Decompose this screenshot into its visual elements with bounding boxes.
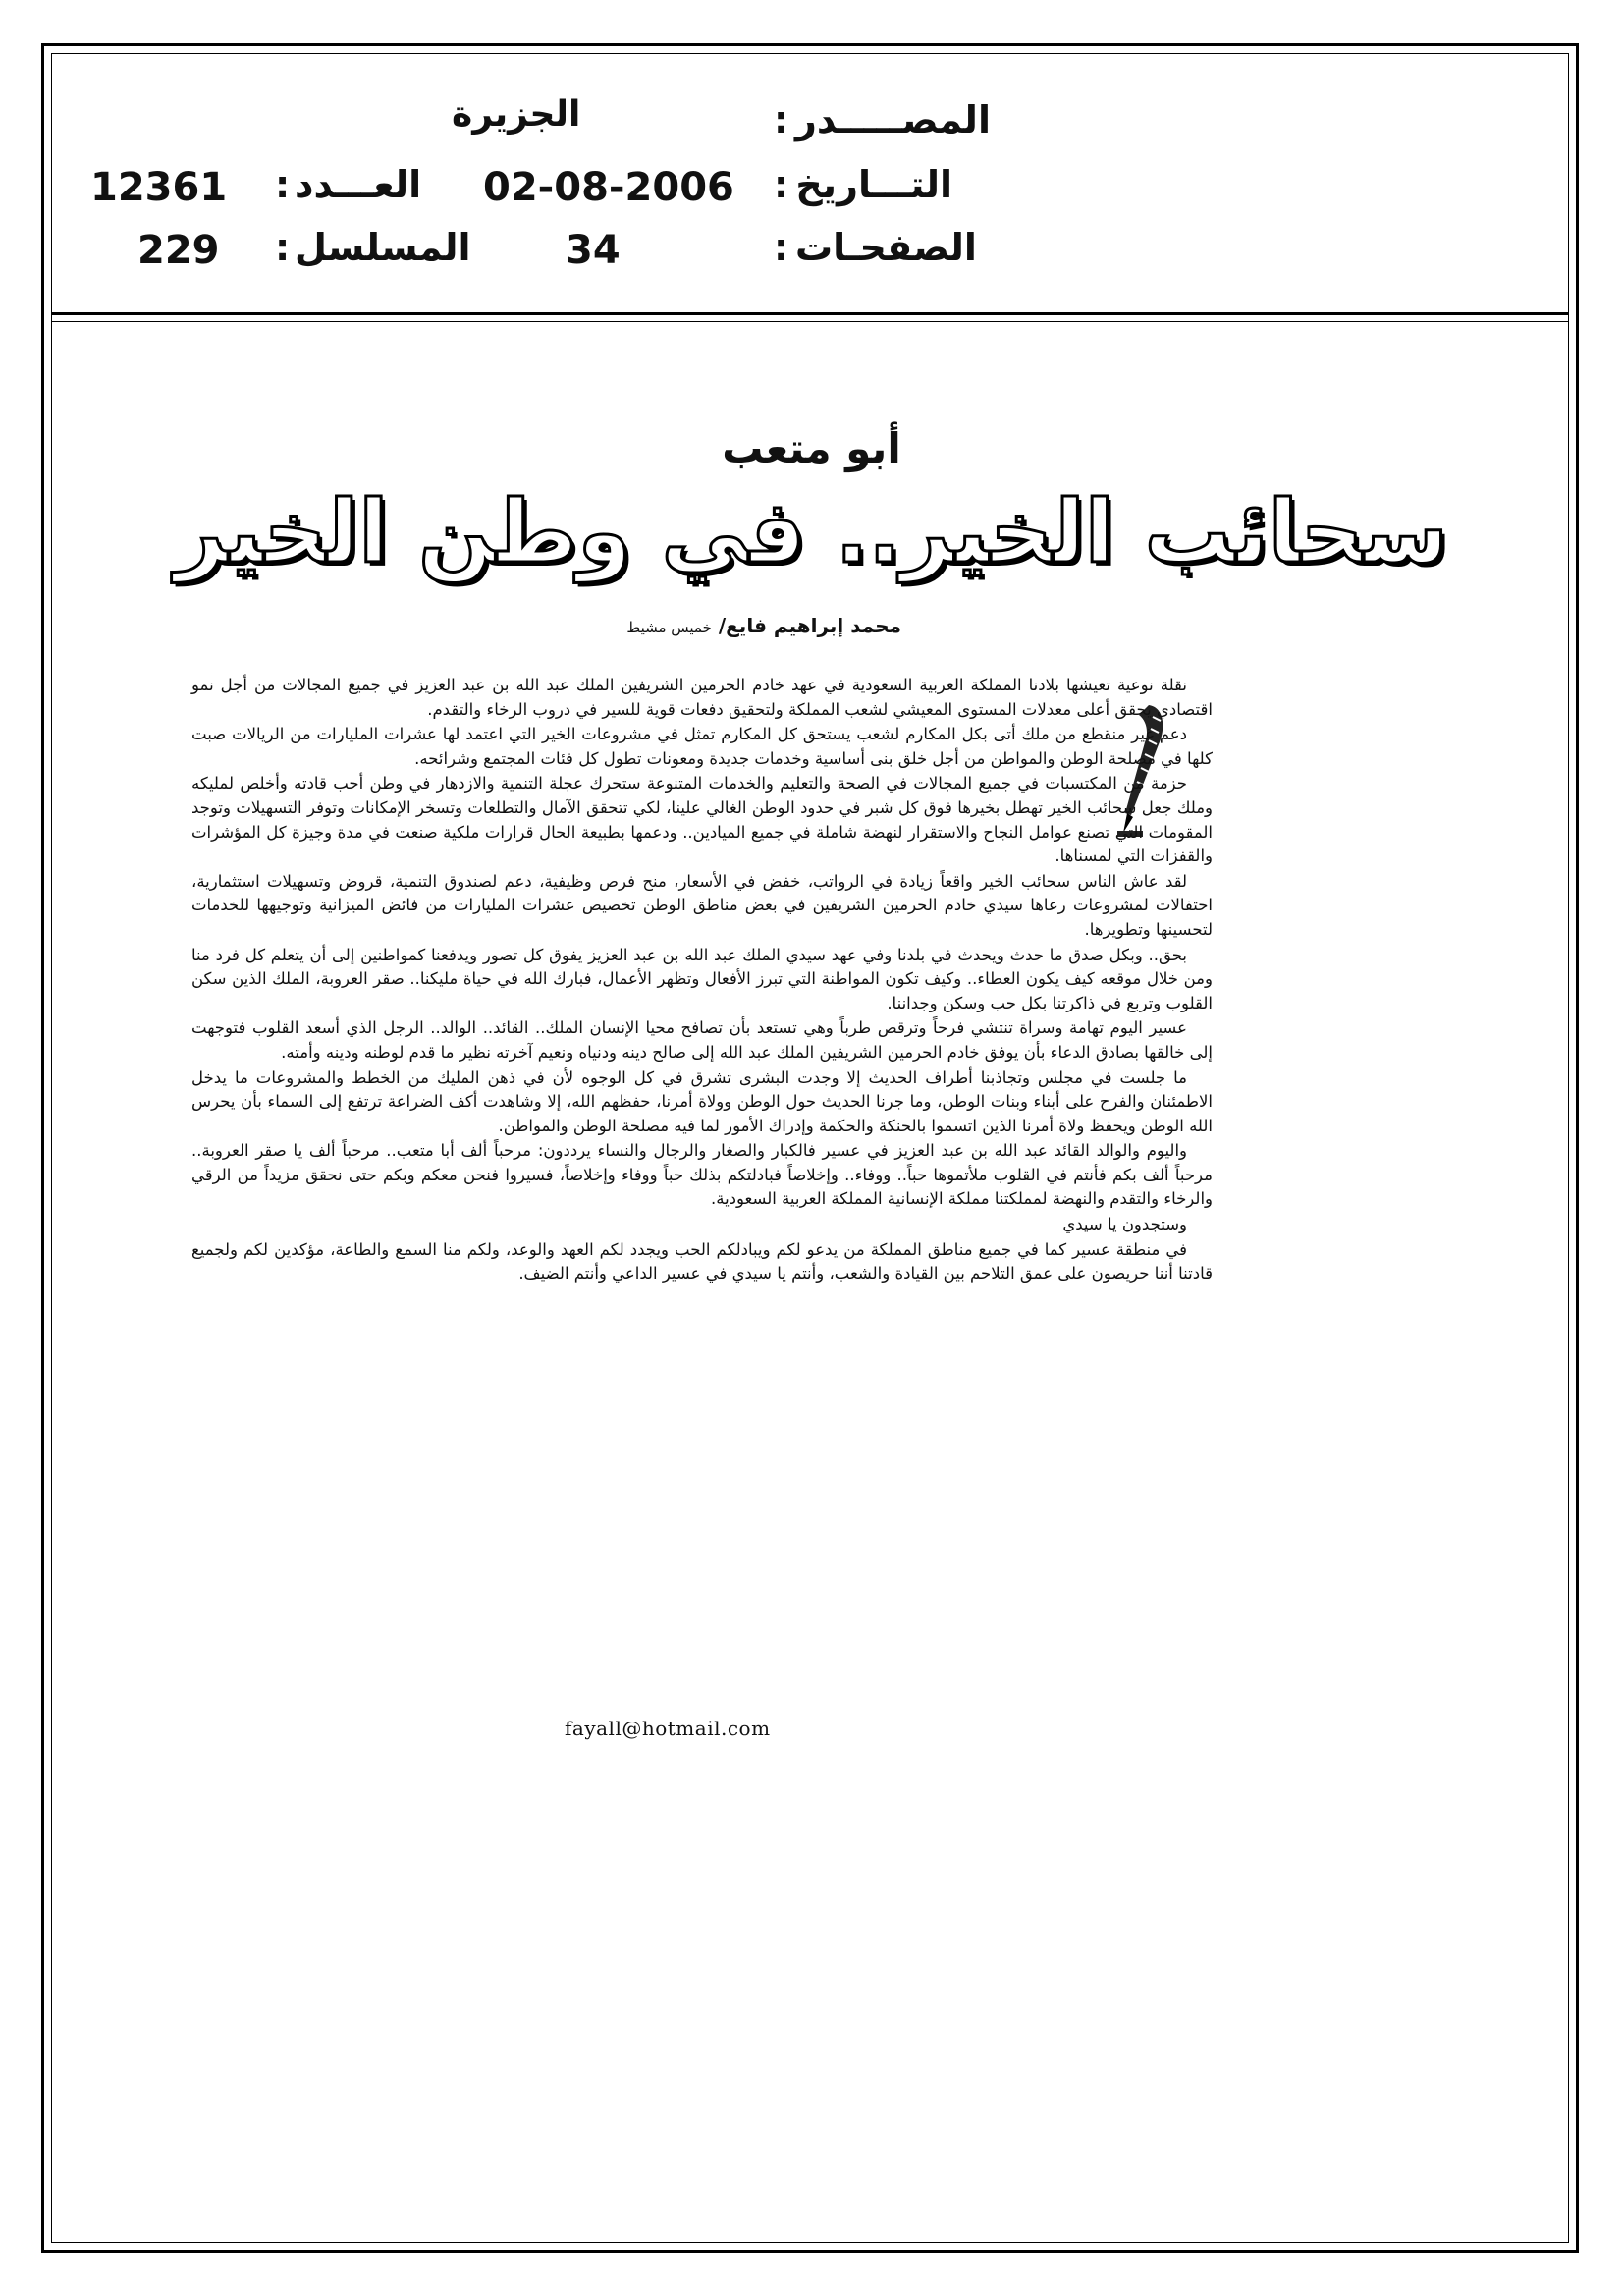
serial-value: 229 (137, 228, 220, 273)
colon: : (275, 226, 291, 269)
author-location: خميس مشيط (626, 619, 712, 636)
article-paragraph: في منطقة عسير كما في جميع مناطق المملكة من يدعو لكم ويبادلكم الحب ويجدد لكم العهد والوعد، ولكم منا السمع والطاعة، مؤكدين لكم ولجميع قادتنا أننا حريصون على عمق التلاحم بين القيادة والشعب، وأنتم يا سيدي في عسير الداعي وأنتم الضيف. (191, 1239, 1213, 1284)
article-paragraph: بحق.. وبكل صدق ما حدث ويحدث في بلدنا وفي عهد سيدي الملك عبد الله بن عبد العزيز يفوق كل تصور ويدفعنا كمواطنين إلى أن يتعلم كل فرد منا ومن خلال موقعه كيف يكون العطاء.. وكيف تكون المواطنة التي تبرز الأفعال وتظهر الأعمال، فبارك الله في حياة مليكنا.. صقر العروبة، الملك الذين سكن القلوب وتربع في ذاكرتنا بكل حب وسكن وجداننا. (191, 945, 1213, 1012)
article-kicker: أبو متعب (722, 424, 901, 472)
date-label: التـــاريخ (795, 163, 952, 206)
header-divider (51, 312, 1569, 315)
colon: : (275, 163, 291, 206)
article-byline (626, 614, 901, 637)
article-paragraph: لقد عاش الناس سحائب الخير واقعاً زيادة في الرواتب، خفض في الأسعار، منح فرص وظيفية، دعم لصندوق التنمية، قروض وتسهيلات استثمارية، احتفالات لمشروعات رعاها سيدي خادم الحرمين الشريفين في بعض مناطق الوطن تخصيص عشرات المليارات من فائض الميزانية وتوجيهها للخدمات لتحسينها وتطويرها. (191, 871, 1213, 939)
article-paragraph: عسير اليوم تهامة وسراة تنتشي فرحاً وترقص طرباً وهي تستعد بأن تصافح محيا الإنسان الملك.. القائد.. الوالد.. الرجل الذي أسعد القلوب فتوجهت إلى خالقها بصادق الدعاء بأن يوفق خادم الحرمين الشريفين الملك عبد الله إلى صالح دينه ودنياه ونعيم آخرته نظير ما قدم لوطنه ودينه وأمته. (191, 1018, 1213, 1062)
article-paragraph: حزمة من المكتسبات في جميع المجالات في الصحة والتعليم والخدمات المتنوعة ستحرك عجلة التنمية والازدهار في وطن أحب قادته وأخلص لمليكه وملك جعل سحائب الخير تهطل بخيرها فوق كل شبر في حدود الوطن الغالي علينا، لكي تتحقق الآمال والتطلعات وتسخر الإمكانات وتوفر التسهيلات وتوجد المقومات التي تصنع عوامل النجاح والاستقرار لنهضة شاملة في جميع الميادين.. ودعمها بطبيعة الحال قرارات ملكية صنعت في مدة وجيزة كل المؤشرات والقفزات التي لمسناها. (191, 774, 1213, 866)
pages-value: 34 (566, 228, 621, 273)
header-divider-thin (51, 321, 1569, 322)
article-headline: سحائب الخير.. في وطن الخير (175, 481, 1448, 582)
article-paragraph: دعم غير منقطع من ملك أتى بكل المكارم لشعب يستحق كل المكارم تمثل في مشروعات الخير التي اعتمد لها عشرات المليارات من الريالات صبت كلها في مصلحة الوطن والمواطن من أجل خلق بنى أساسية وخدمات جديدة ومعونات تطول كل فئات المجتمع وشرائحه. (191, 725, 1213, 768)
serial-label: المسلسل (295, 226, 471, 269)
issue-value: 12361 (90, 165, 228, 210)
colon: : (774, 226, 789, 269)
issue-label: العـــدد (295, 163, 422, 206)
author-name: محمد إبراهيم فايع/ (718, 614, 901, 637)
colon: : (774, 98, 789, 141)
source-value: الجزيرة (452, 94, 581, 135)
colon: : (774, 163, 789, 206)
date-value: 02-08-2006 (483, 165, 734, 210)
pages-label: الصفحـات (795, 226, 977, 269)
source-label: المصـــــدر (795, 98, 991, 141)
article-paragraph: واليوم والوالد القائد عبد الله بن عبد العزيز في عسير فالكبار والصغار والرجال والنساء يرددون: مرحباً ألف أبا متعب.. مرحباً ألف يا صقر العروبة.. مرحباً ألف بكم فأنتم في القلوب ملأتموها حباً.. ووفاء.. وإخلاصاً فبادلتكم بذلك حباً ووفاء وإخلاصاً، فسيروا فنحن معكم وبكم حتى نحقق مزيداً من الرقي والرخاء والتقدم والنهضة لمملكتنا مملكة الإنسانية المملكة العربية السعودية. (191, 1141, 1213, 1209)
author-email[interactable]: fayall@hotmail.com (565, 1717, 771, 1740)
article-body (191, 674, 1213, 1287)
article-paragraph: وستجدون يا سيدي (1062, 1215, 1187, 1234)
article-paragraph: ما جلست في مجلس وتجاذبنا أطراف الحديث إلا وجدت البشرى تشرق في كل الوجوه لأن في ذهن المليك من الخطط والمشروعات ما يدخل الاطمئنان والفرح على أبناء وبنات الوطن، وما جرنا الحديث حول الوطن وولاة أمرنا، حفظهم الله، إلا وشاهدت أكف الضراعة ترتفع إلى السماء بأن يحرس الله الوطن ويحفظ ولاة أمرنا الذين اتسموا بالحنكة والحكمة وإدراك الأمور لما فيه مصلحة الوطن والمواطن. (191, 1067, 1213, 1135)
article-paragraph: نقلة نوعية تعيشها بلادنا المملكة العربية السعودية في عهد خادم الحرمين الشريفين الملك عبد الله بن عبد العزيز في جميع المجالات من أجل نمو اقتصادي يحقق أعلى معدلات المستوى المعيشي لشعب المملكة ولتحقيق دفعات قوية للسير في دروب الرخاء والتقدم. (191, 676, 1213, 719)
